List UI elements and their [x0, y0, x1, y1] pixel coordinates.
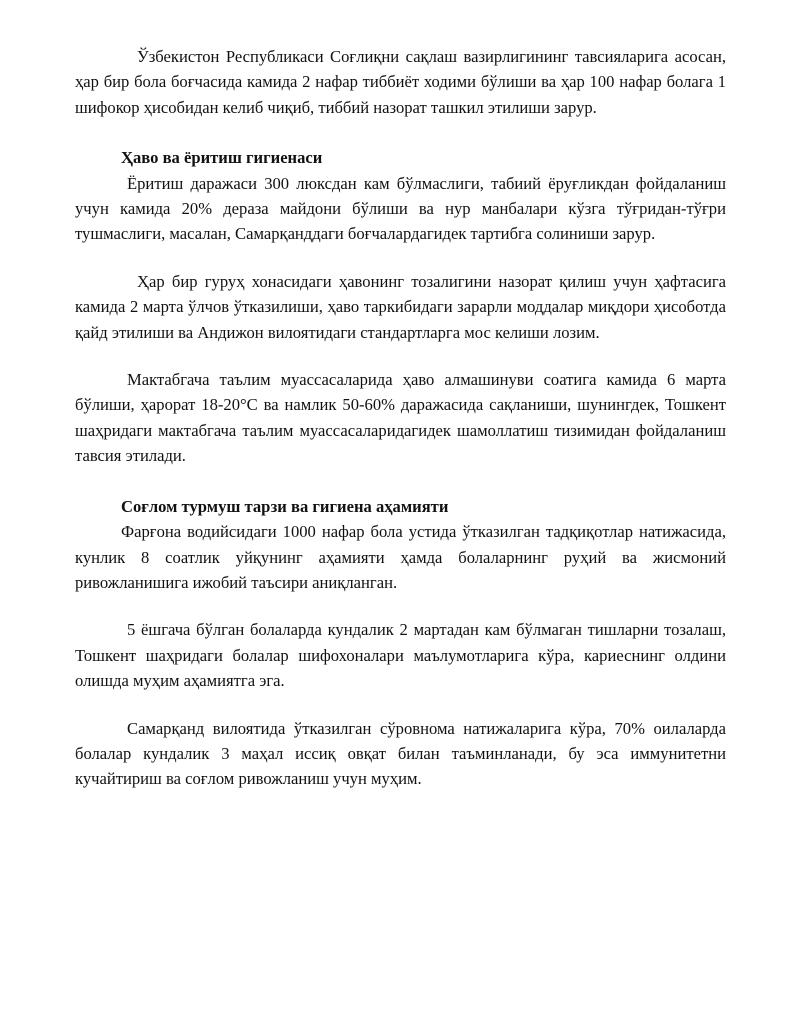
paragraph-ventilation: Мактабгача таълим муассасаларида ҳаво алмашинуви соатига камида 6 марта бўлиши, ҳарорат 18-20°C ва намлик 50-60% даражасида сақланиши, шунингдек, Тошкент шаҳридаги мактабгача таълим муассасаларидагидек шамоллатиш тизимидан фойдаланиш тавсия этилади. — [75, 370, 726, 466]
heading-air-light-hygiene: Ҳаво ва ёритиш гигиенаси — [121, 148, 323, 168]
paragraph-sleep-study: Фарғона водийсидаги 1000 нафар бола устида ўтказилган тадқиқотлар натижасида, кунлик 8 соатлик уйқунинг аҳамияти ҳамда болаларнинг руҳий ва жисмоний ривожланишига ижобий таъсири аниқланган. — [75, 522, 726, 592]
paragraph-nutrition: Самарқанд вилоятида ўтказилган сўровнома натижаларига кўра, 70% оилаларда болалар кундалик 3 маҳал иссиқ овқат билан таъминланади, бу эса иммунитетни кучайтириш ва соғлом ривожланиш учун муҳим. — [75, 718, 726, 789]
paragraph-air-quality: Ҳар бир гуруҳ хонасидаги ҳавонинг тозалигини назорат қилиш учун ҳафтасига камида 2 марта ўлчов ўтказилиши, ҳаво таркибидаги зарарли моддалар миқдори ҳисоботда қайд этилиши ва Андижон вилоятидаги стандартларга мос келиши лозим. — [75, 271, 726, 342]
paragraph-lighting: Ёритиш даражаси 300 люксдан кам бўлмаслиги, табиий ёруғликдан фойдаланиш учун камида 20% дераза майдони бўлиши ва нур манбалари кўзга тўғридан-тўғри тушмаслиги, масалан, Самарқанддаги боғчалардагидек тартибга солиниши зарур. — [75, 173, 726, 244]
heading-healthy-lifestyle: Соғлом турмуш тарзи ва гигиена аҳамияти — [121, 496, 449, 516]
document-page — [75, 44, 726, 792]
paragraph-medical-staff: Ўзбекистон Республикаси Соғлиқни сақлаш вазирлигининг тавсияларига асосан, ҳар бир бола боғчасида камида 2 нафар тиббиёт ходими бўлиши ва ҳар 100 нафар болага 1 шифокор ҳисобидан келиб чиқиб, тиббий назорат ташкил этилиши зарур. — [75, 47, 726, 117]
paragraph-dental-care: 5 ёшгача бўлган болаларда кундалик 2 мартадан кам бўлмаган тишларни тозалаш, Тошкент шаҳридаги болалар шифохоналари маълумотларига кўра, кариеснинг олдини олишда муҳим аҳамиятга эга. — [75, 620, 726, 691]
